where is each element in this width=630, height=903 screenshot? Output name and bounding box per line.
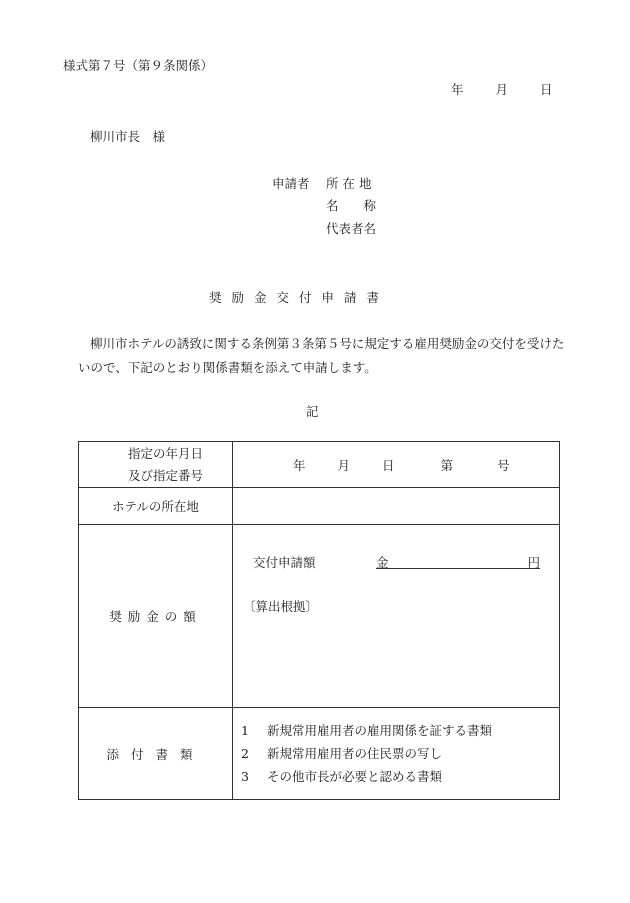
list-item: 1 新規常用雇用者の雇用関係を証する書類 <box>241 723 493 738</box>
amount-label: 交付申請額 <box>253 555 316 570</box>
address-label: 所 在 地 <box>326 176 372 191</box>
date-line <box>451 80 553 98</box>
amount-row-label: 奨励金の額 <box>79 525 233 708</box>
attachments-label: 添付書類 <box>79 708 233 800</box>
ki-heading: 記 <box>306 404 319 419</box>
hotel-address-label: ホテルの所在地 <box>79 488 233 525</box>
document-title: 奨励金交付申請書 <box>209 290 390 305</box>
designation-month: 月 <box>337 457 351 473</box>
amount-yen: 円 <box>527 555 540 570</box>
body-text: 柳川市ホテルの誘致に関する条例第３条第５号に規定する雇用奨励金の交付を受けたいので、下記のとおり関係書類を添えて申請します。 <box>78 336 565 375</box>
table-row-amount <box>79 525 560 708</box>
list-item: 2 新規常用雇用者の住民票の写し <box>241 746 443 761</box>
amount-cell[interactable] <box>233 525 560 708</box>
list-item: 3 その他市長が必要と認める書類 <box>241 769 443 784</box>
applicant-label: 申請者 <box>272 176 310 191</box>
name-label: 名 称 <box>326 198 377 213</box>
hotel-address-value[interactable] <box>233 488 560 525</box>
date-day: 日 <box>540 82 553 97</box>
table-row-attachments <box>79 708 560 800</box>
date-month: 月 <box>495 82 509 97</box>
addressee: 柳川市長 様 <box>90 129 166 144</box>
designation-label: 指定の年月日 及び指定番号 <box>79 442 233 488</box>
representative-label: 代表者名 <box>326 221 377 236</box>
basis-label: 〔算出根拠〕 <box>243 599 319 614</box>
amount-kin: 金 <box>376 555 389 570</box>
table-row-hotel-address <box>79 488 560 525</box>
designation-no: 第 <box>440 457 454 473</box>
application-table <box>78 441 560 800</box>
designation-day: 日 <box>382 457 395 473</box>
attachments-list <box>233 708 560 800</box>
table-row-designation <box>79 442 560 488</box>
designation-value[interactable] <box>233 442 560 488</box>
form-number: 様式第７号（第９条関係） <box>63 58 214 73</box>
designation-year: 年 <box>293 457 306 473</box>
amount-value-line[interactable] <box>376 553 540 569</box>
designation-go: 号 <box>497 457 510 473</box>
date-year: 年 <box>451 82 464 97</box>
